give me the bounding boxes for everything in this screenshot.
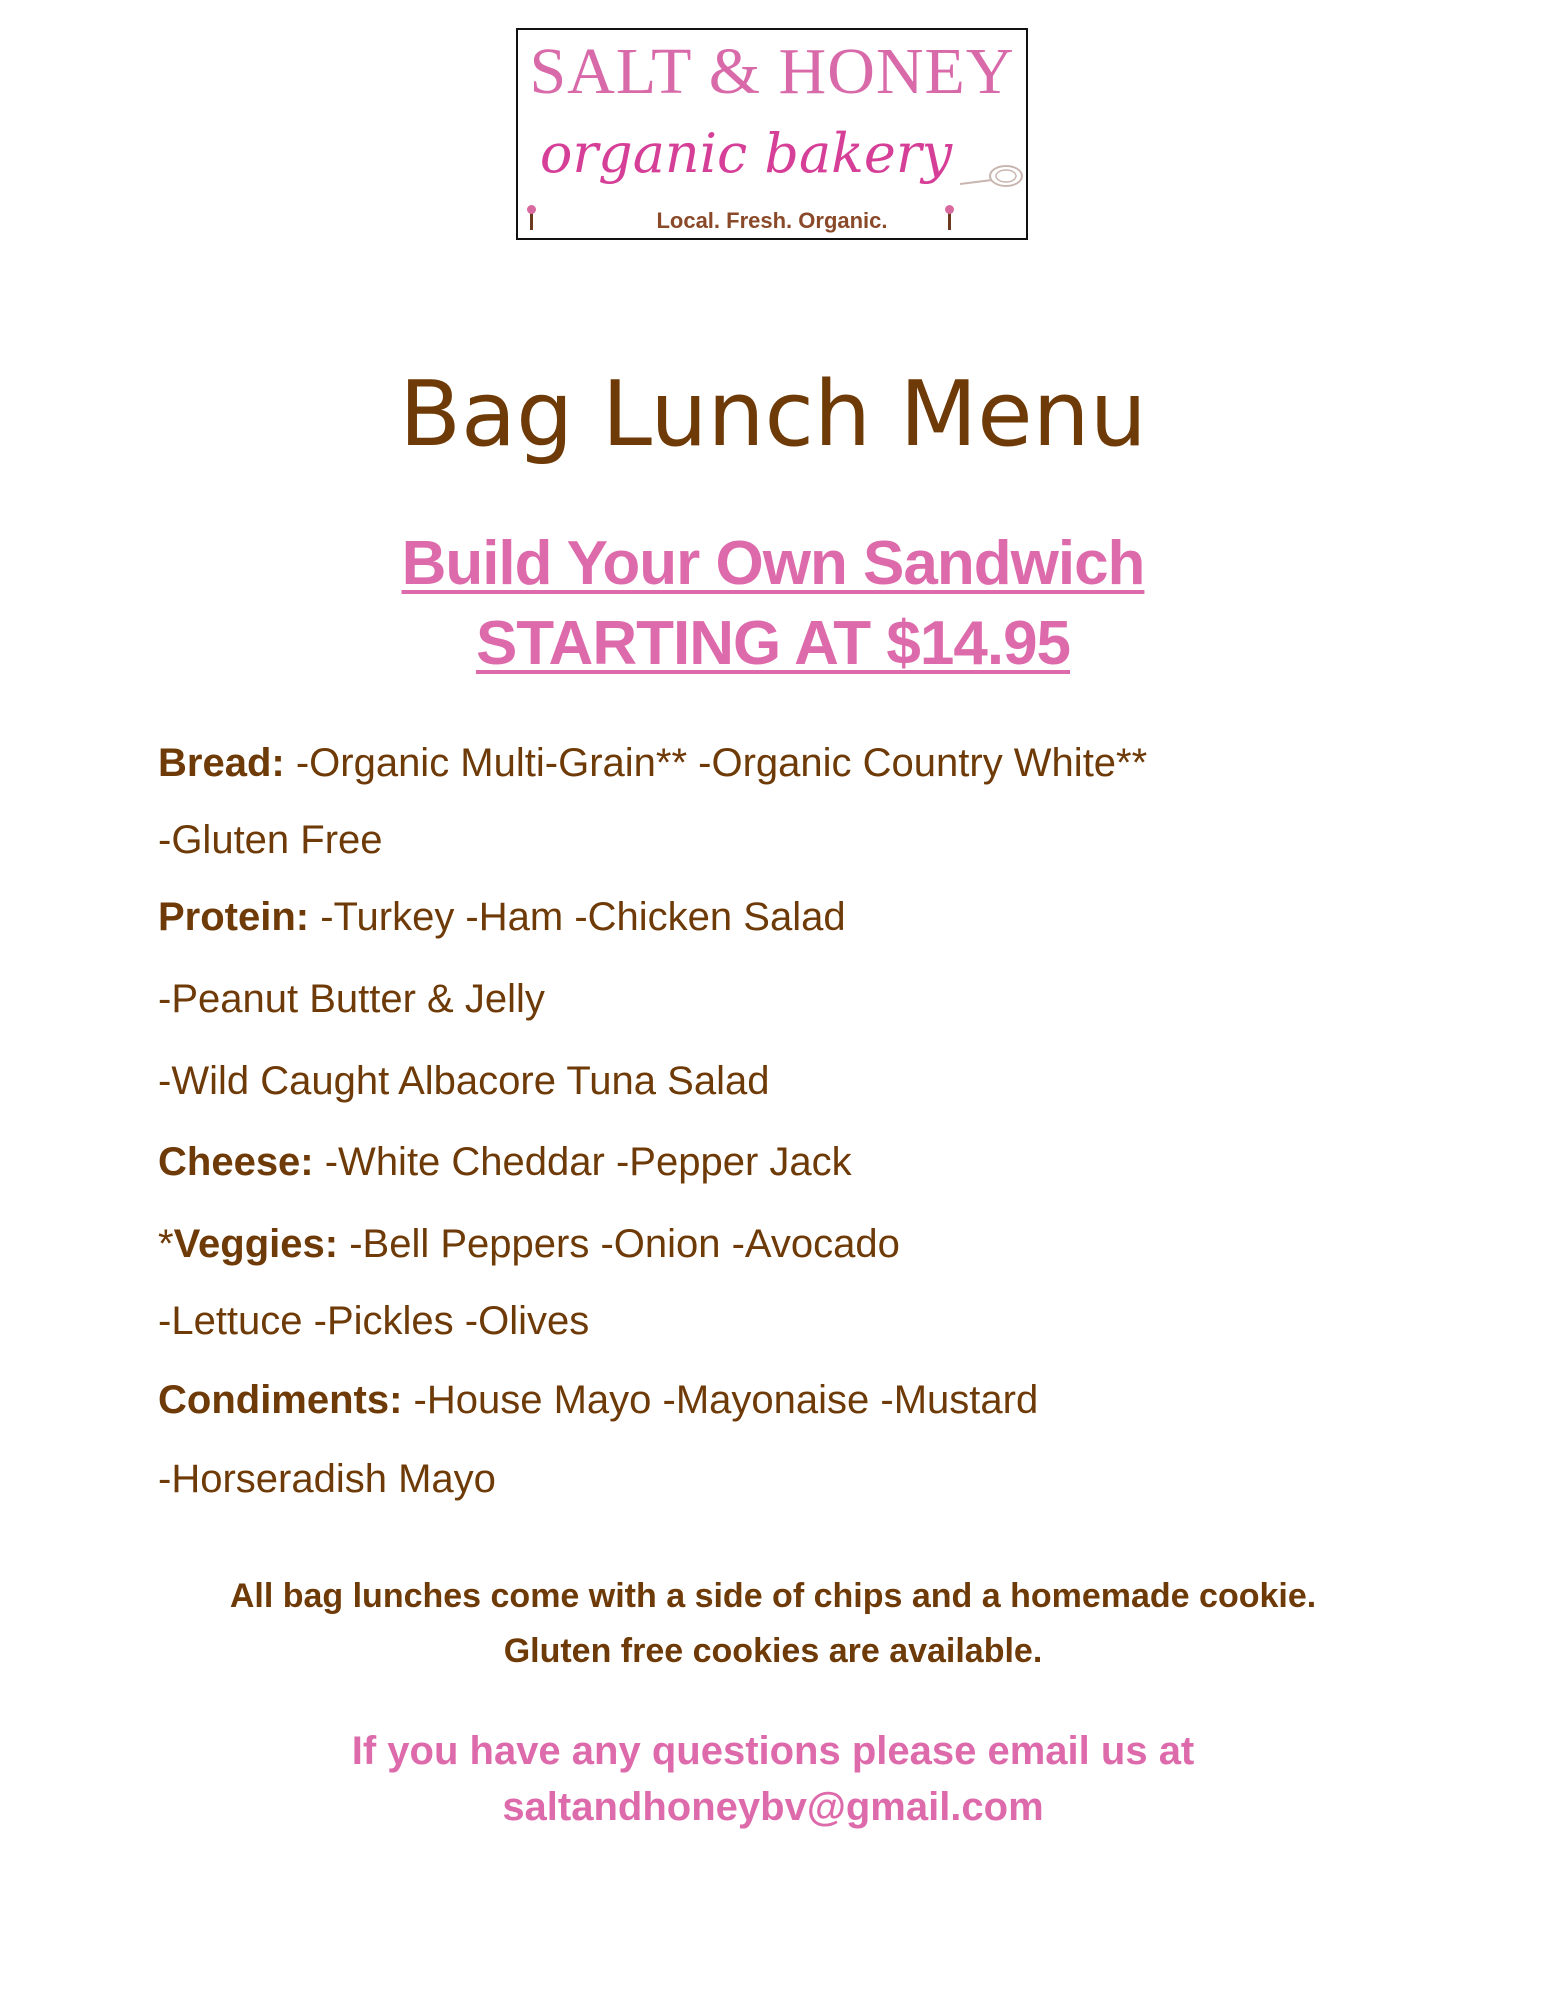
sides-note: All bag lunches come with a side of chips and a homemade cookie. xyxy=(229,1577,1317,1615)
cheese-options: -White Cheddar -Pepper Jack xyxy=(313,1140,852,1184)
veggies-label: Veggies: xyxy=(173,1222,339,1266)
whisk-icon xyxy=(958,162,1024,192)
protein-line xyxy=(158,889,1458,945)
bakery-logo xyxy=(516,28,1028,240)
cheese-line xyxy=(158,1134,1458,1190)
veggies-asterisk: * xyxy=(158,1222,174,1266)
bread-options-continued: -Gluten Free xyxy=(158,818,383,862)
protein-options-line2: -Peanut Butter & Jelly xyxy=(158,977,545,1021)
condiments-options: -House Mayo -Mayonaise -Mustard xyxy=(402,1378,1039,1422)
bread-label: Bread: xyxy=(158,741,285,785)
gluten-free-note: Gluten free cookies are available. xyxy=(503,1632,1043,1670)
subtitle-price: STARTING AT $14.95 xyxy=(475,609,1071,678)
protein-options-line3: -Wild Caught Albacore Tuna Salad xyxy=(158,1059,770,1103)
veggies-line xyxy=(158,1216,1458,1272)
subtitle-build-your-own: Build Your Own Sandwich xyxy=(401,529,1145,598)
protein-options: -Turkey -Ham -Chicken Salad xyxy=(309,895,846,939)
bread-options: -Organic Multi-Grain** -Organic Country White** xyxy=(284,741,1148,785)
contact-text: If you have any questions please email us at xyxy=(351,1729,1195,1773)
protein-label: Protein: xyxy=(158,895,310,939)
logo-brand-name: SALT & HONEY xyxy=(529,35,1015,108)
bread-line xyxy=(158,735,1458,791)
condiments-line xyxy=(158,1372,1458,1428)
condiments-label: Condiments: xyxy=(158,1378,403,1422)
contact-email-link[interactable]: saltandhoneybv@gmail.com xyxy=(502,1785,1044,1829)
veggies-options-continued: -Lettuce -Pickles -Olives xyxy=(158,1299,590,1343)
logo-tagline: Local. Fresh. Organic. xyxy=(656,208,888,233)
condiments-options-continued: -Horseradish Mayo xyxy=(158,1457,496,1501)
veggies-options: -Bell Peppers -Onion -Avocado xyxy=(338,1222,900,1266)
logo-script-text: organic bakery xyxy=(539,122,953,185)
cheese-label: Cheese: xyxy=(158,1140,314,1184)
page-title: Bag Lunch Menu xyxy=(399,362,1147,467)
